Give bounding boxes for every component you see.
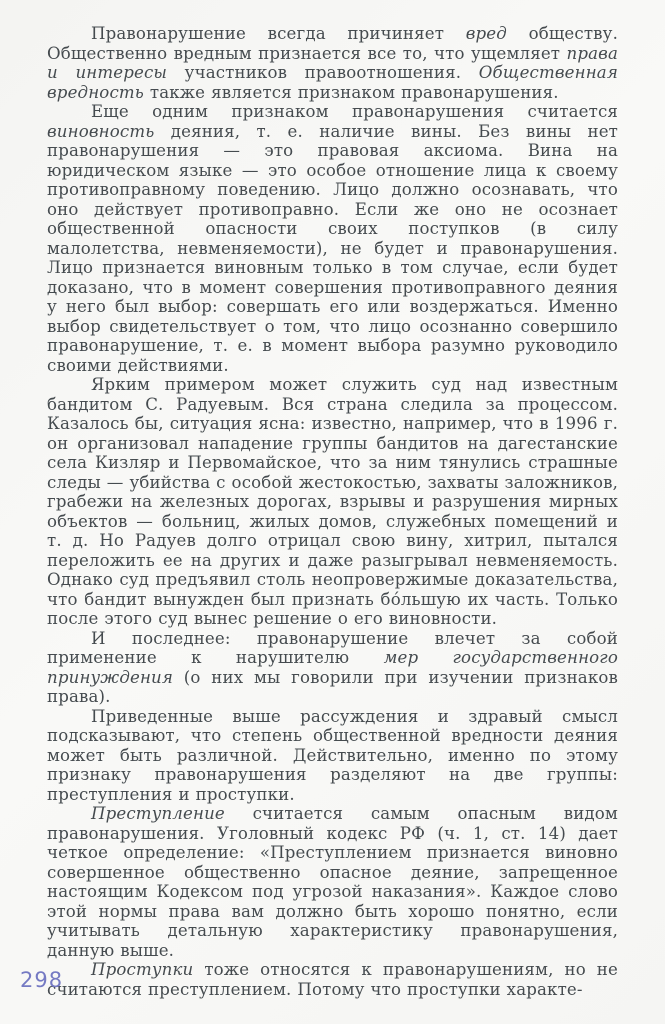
text-run: также является признаком правонарушения.	[143, 82, 559, 102]
text-run: считается самым опасным видом правонарушения. Уголовный кодекс РФ (ч. 1, ст. 14) дает четкое определение: «Преступлением признается виновно совершенное общественно опасное деяние, запрещенное настоящим Кодексом под угрозой наказания». Каждое слово этой нормы права вам должно быть хорошо понятно, если учитывать детальную характеристику правонарушения, данную выше.	[47, 804, 618, 960]
para-harm-to-society	[47, 24, 618, 102]
italic-term: Общественная вредность	[47, 63, 618, 102]
italic-term: вред	[465, 24, 507, 43]
para-state-coercion	[47, 629, 618, 707]
italic-term: виновность	[47, 121, 155, 141]
text-run: (о них мы говорили при изучении признаков права).	[47, 667, 618, 706]
italic-term: права и интересы	[47, 43, 618, 82]
italic-term: Проступки	[91, 960, 194, 979]
text-run: Правонарушение всегда причиняет	[91, 24, 466, 43]
para-guilt	[47, 102, 618, 375]
italic-term: Преступление	[91, 804, 225, 823]
para-raduev-example	[47, 375, 618, 629]
text-run: участников правоотношения.	[167, 63, 479, 82]
para-crime-definition	[47, 804, 618, 960]
para-misdemeanors	[47, 960, 618, 999]
text-run: деяния, т. е. наличие вины. Без вины нет правонарушения — это правовая аксиома. Вина на юридическом языке — это особое отношение лица к своему противоправному поведению. Лицо должно осознавать, что оно действует противоправно. Если же оно не осознает общественной опасности своих поступков (в силу малолетства, невменяемости), не будет и правонарушения. Лицо признается виновным только в том случае, если будет доказано, что в момент совершения противоправного деяния у него был выбор: совершать его или воздержаться. Именно выбор свидетельствует о том, что лицо осознанно совершило правонарушение, т. е. в момент выбора разумно руководило своими действиями.	[47, 121, 618, 375]
text-run: обществу. Общественно вредным признается все то, что ущемляет	[47, 24, 619, 63]
italic-term: мер государственного принуждения	[47, 648, 618, 687]
page-number: 298	[20, 968, 64, 992]
text-run: Приведенные выше рассуждения и здравый смысл подсказывают, что степень общественной вредности деяния может быть различной. Действительно, именно по этому признаку правонарушения разделяют на две группы: преступления и проступки.	[47, 706, 618, 804]
text-run: Еще одним признаком правонарушения считается	[91, 102, 618, 121]
text-run: Ярким примером может служить суд над известным бандитом С. Радуевым. Вся страна следила за процессом. Казалось бы, ситуация ясна: известно, например, что в 1996 г. он организовал нападение группы бандитов на дагестанские села Кизляр и Первомайское, что за ним тянулись страшные следы — убийства с особой жестокостью, захваты заложников, грабежи на железных дорогах, взрывы и разрушения мирных объектов — больниц, жилых домов, служебных помещений и т. д. Но Радуев долго отрицал свою вину, хитрил, пытался переложить ее на других и даже разыгрывал невменяемость. Однако суд предъявил столь неопровержимые доказательства, что бандит вынужден был признать бо́льшую их часть. Только после этого суд вынес решение о его виновности.	[47, 375, 618, 628]
para-two-groups	[47, 707, 618, 805]
text-run: тоже относятся к правонарушениям, но не считаются преступлением. Потому что проступки характе-	[47, 960, 618, 999]
page-text	[47, 24, 618, 999]
text-run: И последнее: правонарушение влечет за собой применение к нарушителю	[47, 628, 618, 667]
